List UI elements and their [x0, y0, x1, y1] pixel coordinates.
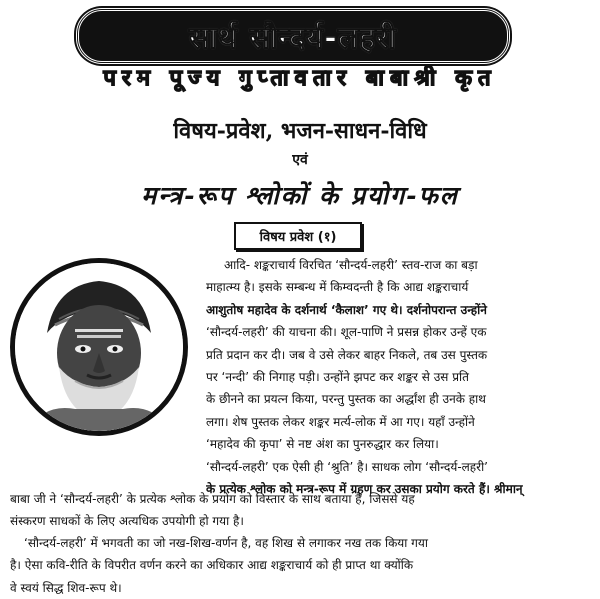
text-line: बाबा जी ने ‘सौन्दर्य-लहरी’ के प्रत्येक श्लोक के प्रयोग को विस्तार के साथ बताया है, जिससे यह	[10, 492, 415, 506]
text-line: लगा। शेष पुस्तक लेकर शङ्कर मर्त्य-लोक में आ गए। यहाँ उन्होंने	[206, 414, 475, 429]
paragraph-full-1	[10, 488, 592, 533]
text-line: ‘सौन्दर्य-लहरी’ एक ऐसी ही ‘श्रुति’ है। साधक लोग ‘सौन्दर्य-लहरी’	[206, 459, 489, 474]
text-line: वे स्वयं सिद्ध शिव-रूप थे।	[10, 580, 122, 595]
text-line: ‘महादेव की कृपा’ से नष्ट अंश का पुनरुद्धार कर लिया।	[206, 437, 439, 452]
text-line: आदि- शङ्कराचार्य विरचित ‘सौन्दर्य-लहरी’ स्तव-राज का बड़ा	[224, 258, 478, 272]
book-title: सार्थ सौन्दर्य-लहरी	[188, 20, 398, 56]
paragraph-full-2	[10, 532, 592, 599]
subtitle-connector: एवं	[292, 152, 308, 168]
portrait-drawing	[15, 263, 183, 431]
text-line: पर ‘नन्दी’ की निगाह पड़ी। उन्होंने झपट कर शङ्कर से उस प्रति	[206, 370, 469, 385]
subtitle-line-2: मन्त्र-रूप श्लोकों के प्रयोग-फल	[141, 181, 459, 210]
author-line: परम पूज्य गुप्तावतार बाबाश्री कृत	[103, 66, 497, 91]
text-line: ‘सौन्दर्य-लहरी’ में भगवती का जो नख-शिख-वर्णन है, वह शिख से लगाकर नख तक किया गया	[24, 536, 428, 550]
text-line: है। ऐसा कवि-रीति के विपरीत वर्णन करने का अधिकार आद्य शङ्कराचार्य को ही प्राप्त था क्योंकि	[10, 558, 414, 573]
text-line: माहात्म्य है। इसके सम्बन्ध में किम्वदन्ती है कि आद्य शङ्कराचार्य	[206, 280, 469, 295]
text-line: के छीनने का प्रयत्न किया, परन्तु पुस्तक का अर्द्धांश ही उनके हाथ	[206, 392, 486, 407]
title-banner	[76, 8, 510, 64]
text-line: के प्रत्येक श्लोक को मन्त्र-रूप में ग्रहण कर उसका प्रयोग करते हैं। श्रीमान्	[206, 482, 523, 497]
section-heading	[234, 222, 362, 250]
portrait-image	[10, 258, 188, 436]
text-line: ‘सौन्दर्य-लहरी’ की याचना की। शूल-पाणि ने प्रसन्न होकर उन्हें एक	[206, 325, 487, 340]
text-line: संस्करण साधकों के लिए अत्यधिक उपयोगी हो गया है।	[10, 514, 244, 529]
subtitle-line-1: विषय-प्रवेश, भजन-साधन-विधि	[173, 118, 427, 144]
text-line: प्रति प्रदान कर दी। जब वे उसे लेकर बाहर निकले, तब उस पुस्तक	[206, 347, 488, 362]
paragraph-wrapped	[206, 254, 592, 500]
section-heading-label: विषय प्रवेश (१)	[259, 230, 337, 245]
text-line: आशुतोष महादेव के दर्शनार्थ ‘कैलाश’ गए थे। दर्शनोपरान्त उन्होंने	[206, 302, 487, 317]
